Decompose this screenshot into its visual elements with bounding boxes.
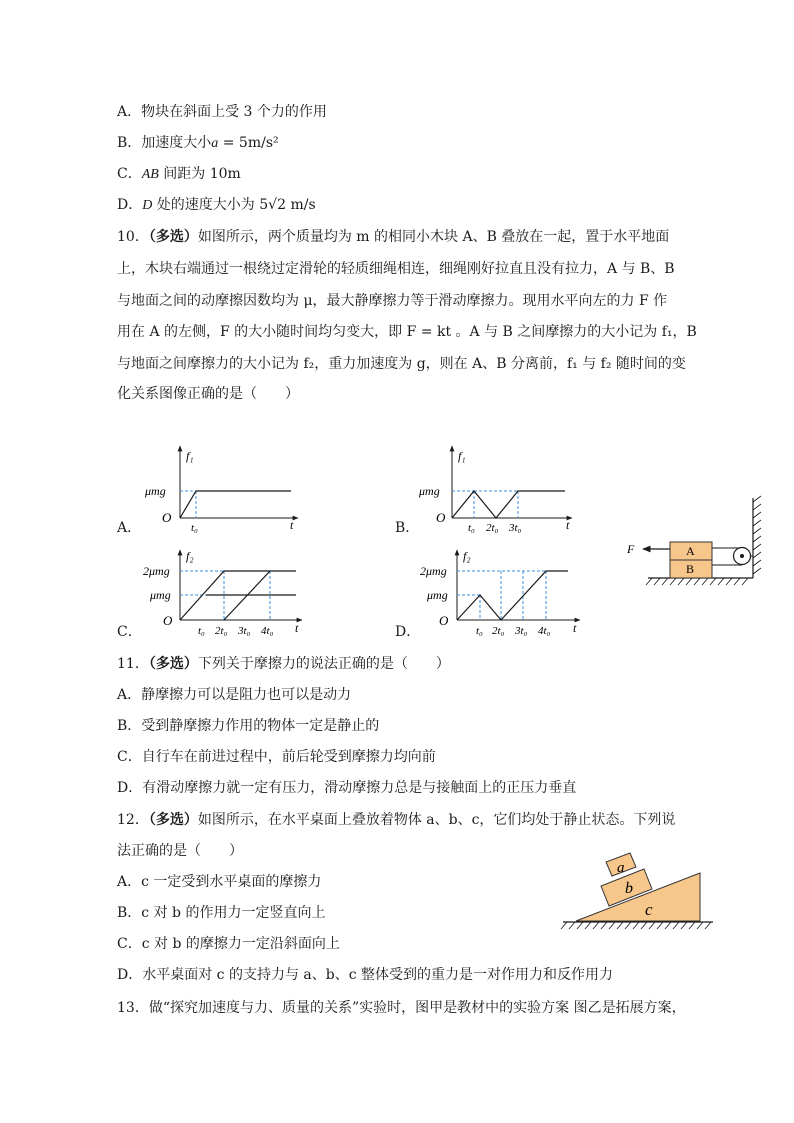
tick-label: t₀ [191, 522, 198, 534]
q12-option-d: D．水平桌面对 c 的支持力与 a、b、c 整体受到的重力是一对作用力和反作用力 [117, 967, 614, 983]
q11-option-d: D．有滑动摩擦力就一定有压力，滑动摩擦力总是与接触面上的正压力垂直 [117, 780, 577, 796]
q13-stem-line1: 13．做“探究加速度与力、质量的关系”实验时，图甲是教材中的实验方案 图乙是拓展方案， [117, 1000, 686, 1016]
q9-option-d: D．D 处的速度大小为 5√2 m/s [117, 197, 316, 213]
label-b: b [625, 880, 633, 897]
q10-stem-line3: 与地面之间的动摩擦因数均为 μ，最大静摩擦力等于滑动摩擦力。现用水平向左的力 F 作 [117, 293, 668, 309]
label-a: a [617, 860, 625, 876]
q10-graph-a [140, 440, 310, 535]
y-label: f₁ [458, 449, 466, 463]
tick-label: 2μmg [420, 564, 447, 578]
q10-option-b-label: B． [395, 520, 420, 536]
q10-graph-d [415, 545, 585, 640]
tick-label: μmg [150, 588, 171, 602]
q12-option-a: A．c 一定受到水平桌面的摩擦力 [117, 874, 322, 890]
y-label: f₂ [463, 549, 471, 563]
q10-graph-b [415, 440, 575, 535]
origin-label: O [436, 510, 446, 525]
q10-option-a-label: A． [117, 520, 142, 536]
y-label: f₂ [186, 549, 194, 563]
q12-wedge-figure [555, 848, 715, 933]
tick-label: 2μmg [143, 564, 170, 578]
origin-label: O [439, 613, 449, 628]
block-a-label: A [686, 544, 695, 558]
tick-label: 4t₀ [538, 625, 551, 637]
table-hatching [561, 922, 711, 929]
tick-label: t₀ [476, 625, 483, 637]
pulley-axle [740, 554, 744, 558]
tick-label: μmg [419, 484, 440, 498]
origin-label: O [162, 510, 172, 525]
q12-stem-line2: 法正确的是（ ） [117, 843, 243, 859]
tick-label: 2t₀ [215, 625, 228, 637]
block-b-label: B [686, 562, 695, 576]
y-label: f₁ [186, 449, 194, 463]
tick-label: t₀ [468, 522, 475, 534]
q11-option-c: C．自行车在前进过程中，前后轮受到摩擦力均向前 [117, 749, 436, 765]
q10-option-c-label: C． [117, 624, 142, 640]
q11-stem: 11．（多选）下列关于摩擦力的说法正确的是（ ） [117, 656, 450, 672]
q9-option-b: B．加速度大小a = 5m/s² [117, 135, 279, 151]
q10-stem-line5: 与地面之间摩擦力的大小记为 f₂，重力加速度为 g，则在 A、B 分离前，f₁ 与 f₂ 随时间的变 [117, 356, 686, 372]
q10-option-d-label: D． [395, 624, 421, 640]
q10-stem-line4: 用在 A 的左侧，F 的大小随时间均匀变大，即 F = kt 。A 与 B 之间摩擦力的大小记为 f₁，B [117, 324, 697, 340]
q10-stem-line2: 上，木块右端通过一根绕过定滑轮的轻质细绳相连，细绳刚好拉直且没有拉力，A 与 B、B [117, 261, 675, 277]
curve-f1 [180, 491, 291, 518]
q10-stem-line1: 10．（多选）如图所示，两个质量均为 m 的相同小木块 A、B 叠放在一起，置于水平地面 [117, 229, 670, 245]
tick-label: 4t₀ [261, 625, 274, 637]
force-label: F [627, 542, 635, 556]
curve-f1 [452, 491, 565, 518]
tick-label: μmg [145, 484, 166, 498]
q9-option-c: C．AB 间距为 10m [117, 166, 241, 182]
q10-blocks-figure [620, 492, 770, 592]
tick-label: 2t₀ [492, 625, 505, 637]
q11-option-b: B．受到静摩擦力作用的物体一定是静止的 [117, 718, 380, 734]
q10-stem-line6: 化关系图像正确的是（ ） [117, 386, 299, 402]
q10-graph-c [140, 545, 310, 640]
tick-label: t₀ [198, 625, 205, 637]
q11-option-a: A．静摩擦力可以是阻力也可以是动力 [117, 687, 352, 703]
x-label: t [295, 621, 299, 635]
q12-stem-line1: 12．（多选）如图所示，在水平桌面上叠放着物体 a、b、c，它们均处于静止状态。下列说 [117, 812, 676, 828]
tick-label: 2t₀ [486, 522, 499, 534]
q12-option-c: C．c 对 b 的摩擦力一定沿斜面向上 [117, 936, 340, 952]
tick-label: μmg [427, 588, 448, 602]
ground-hatching [646, 578, 748, 585]
x-label: t [566, 518, 570, 532]
label-c: c [645, 900, 653, 919]
wall-hatching [753, 496, 761, 574]
tick-label: 3t₀ [238, 625, 251, 637]
x-label: t [290, 518, 294, 532]
origin-label: O [163, 613, 173, 628]
tick-label: 3t₀ [509, 522, 522, 534]
q9-option-a: A．物块在斜面上受 3 个力的作用 [117, 104, 327, 120]
tick-label: 3t₀ [515, 625, 528, 637]
x-label: t [573, 621, 577, 635]
q12-option-b: B．c 对 b 的作用力一定竖直向上 [117, 905, 326, 921]
